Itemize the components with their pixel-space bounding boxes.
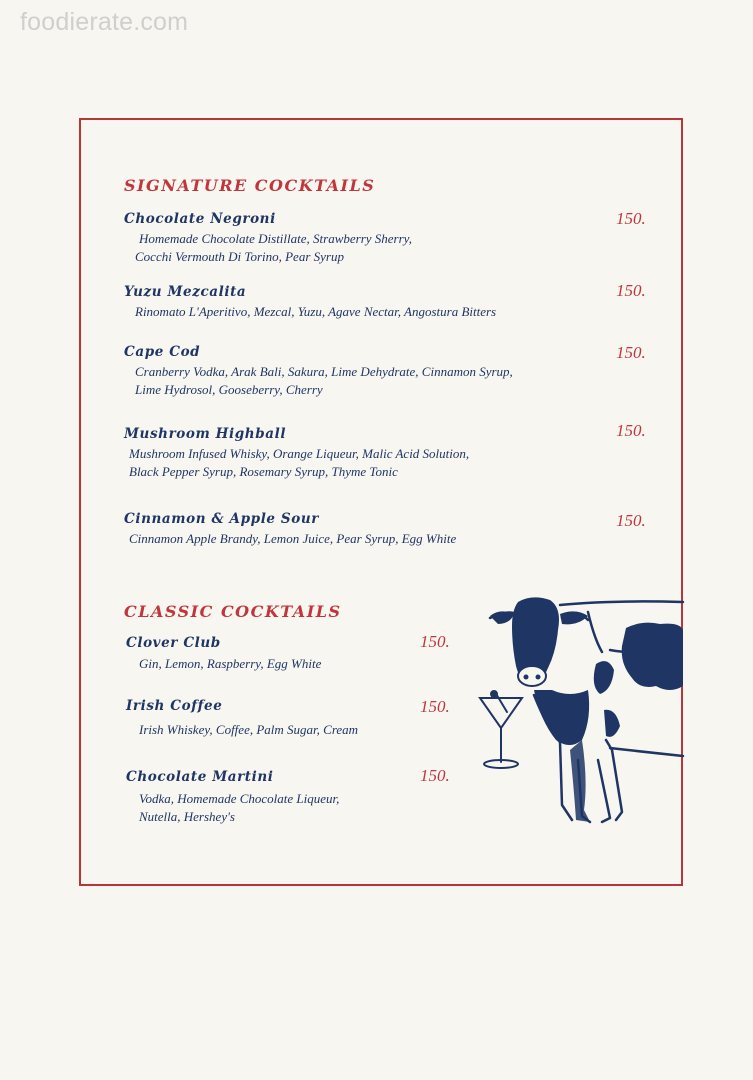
item-name: Clover Club — [126, 635, 221, 651]
cow-head — [490, 597, 588, 686]
item-description: Rinomato L'Aperitivo, Mezcal, Yuzu, Agave Nectar, Angostura Bitters — [135, 304, 497, 319]
item-name: Cape Cod — [124, 344, 201, 360]
cow-illustration — [470, 590, 685, 830]
item-name: Yuzu Mezcalita — [124, 284, 247, 300]
item-name: Mushroom Highball — [124, 426, 287, 442]
item-price: 150. — [420, 697, 450, 716]
section-title-signature: SIGNATURE COCKTAILS — [124, 176, 376, 195]
item-name: Irish Coffee — [126, 698, 223, 714]
item-price: 150. — [616, 209, 646, 228]
item-description: Cocchi Vermouth Di Torino, Pear Syrup — [135, 249, 344, 264]
cow-patch — [594, 661, 614, 694]
item-name: Chocolate Martini — [126, 769, 274, 785]
item-description: Nutella, Hershey's — [139, 809, 235, 824]
item-price: 150. — [616, 511, 646, 530]
item-price: 150. — [616, 343, 646, 362]
item-description: Irish Whiskey, Coffee, Palm Sugar, Cream — [139, 722, 359, 737]
item-name: Cinnamon & Apple Sour — [124, 511, 319, 527]
item-description: Gin, Lemon, Raspberry, Egg White — [139, 656, 322, 671]
martini-glass-icon — [480, 691, 522, 768]
watermark-text: foodierate.com — [20, 8, 189, 36]
item-description: Lime Hydrosol, Gooseberry, Cherry — [135, 382, 323, 397]
item-price: 150. — [616, 421, 646, 440]
cow-patch — [604, 710, 620, 737]
item-price: 150. — [420, 766, 450, 785]
item-description: Vodka, Homemade Chocolate Liqueur, — [139, 791, 340, 806]
item-description: Mushroom Infused Whisky, Orange Liqueur, Malic Acid Solution, — [129, 446, 470, 461]
cow-patch — [534, 690, 589, 745]
item-price: 150. — [616, 281, 646, 300]
cow-patch — [622, 623, 683, 690]
section-title-classic: CLASSIC COCKTAILS — [124, 602, 342, 621]
item-description: Homemade Chocolate Distillate, Strawberry Sherry, — [139, 231, 412, 246]
cow-patch — [570, 740, 590, 822]
item-price: 150. — [420, 632, 450, 651]
item-description: Cranberry Vodka, Arak Bali, Sakura, Lime Dehydrate, Cinnamon Syrup, — [135, 364, 513, 379]
item-description: Cinnamon Apple Brandy, Lemon Juice, Pear Syrup, Egg White — [129, 531, 457, 546]
item-name: Chocolate Negroni — [124, 211, 276, 227]
item-description: Black Pepper Syrup, Rosemary Syrup, Thyme Tonic — [129, 464, 398, 479]
